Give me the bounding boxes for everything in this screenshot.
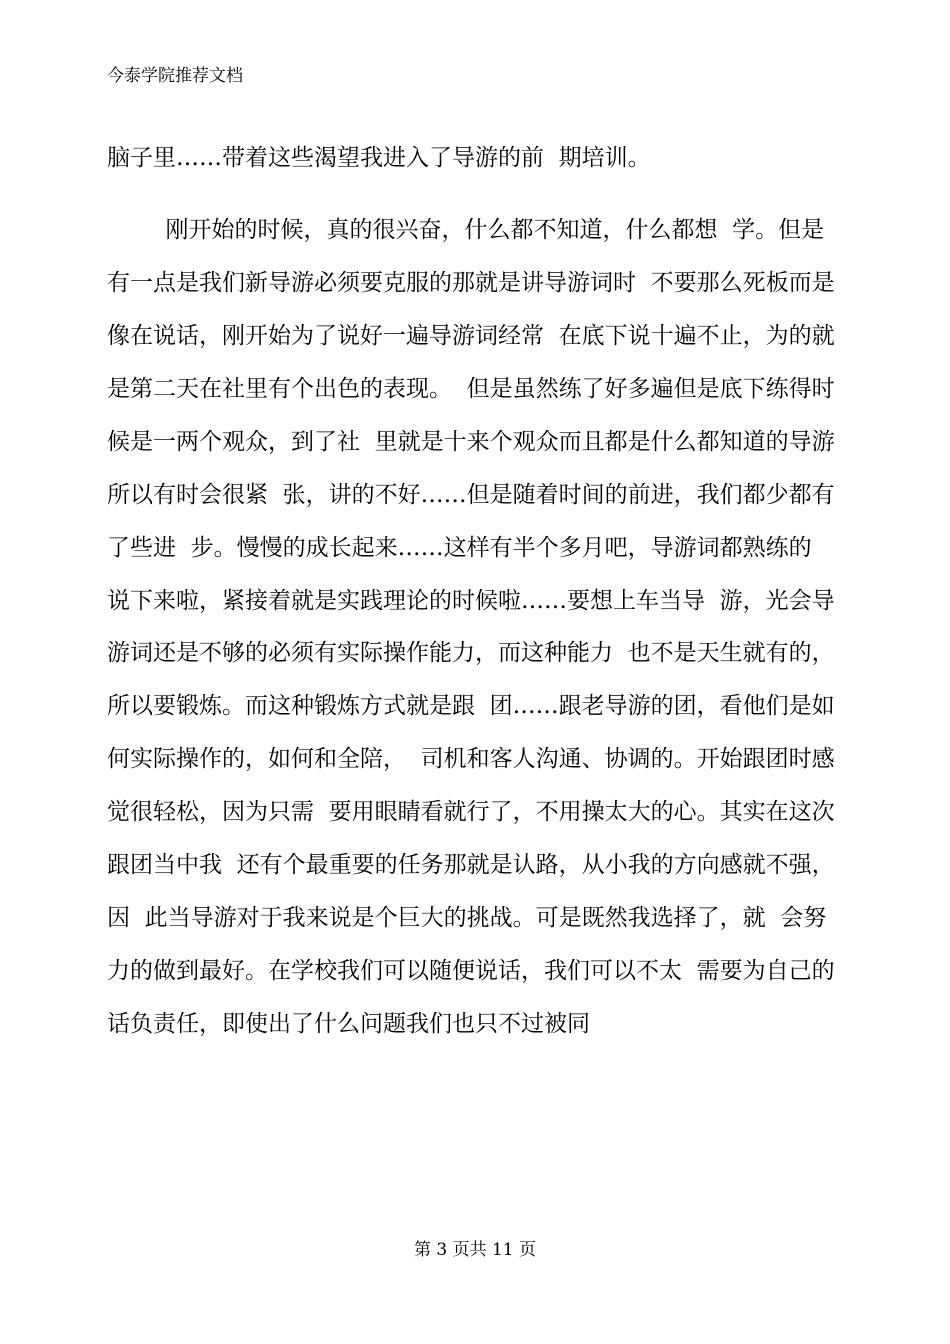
body-line: 刚开始的时候，真的很兴奋，什么都不知道，什么都想 学。但是 xyxy=(107,217,825,243)
body-line: 说下来啦，紧接着就是实践理论的时候啦……要想上车当导 游，光会导 xyxy=(107,588,835,614)
body-line: 有一点是我们新导游必须要克服的那就是讲导游词时 不要那么死板而是 xyxy=(107,270,835,296)
body-line: 所以要锻炼。而这种锻炼方式就是跟 团……跟老导游的团，看他们是如 xyxy=(107,693,835,719)
body-line: 候是一两个观众，到了社 里就是十来个观众而且都是什么都知道的导游 xyxy=(107,429,835,455)
body-line: 像在说话，刚开始为了说好一遍导游词经常 在底下说十遍不止，为的就 xyxy=(107,323,835,349)
body-line: 觉很轻松，因为只需 要用眼睛看就行了，不用操太大的心。其实在这次 xyxy=(107,799,835,825)
body-line: 跟团当中我 还有个最重要的任务那就是认路，从小我的方向感就不强， xyxy=(107,852,835,878)
body-line: 因 此当导游对于我来说是个巨大的挑战。可是既然我选择了，就 会努 xyxy=(107,905,827,931)
body-line: 力的做到最好。在学校我们可以随便说话，我们可以不太 需要为自己的 xyxy=(107,958,835,984)
body-line: 游词还是不够的必须有实际操作能力，而这种能力 也不是天生就有的， xyxy=(107,640,835,666)
body-line: 脑子里……带着这些渴望我进入了导游的前 期培训。 xyxy=(107,145,651,171)
body-line: 是第二天在社里有个出色的表现。 但是虽然练了好多遍但是底下练得时 xyxy=(107,376,835,402)
page-number: 第 3 页共 11 页 xyxy=(413,1240,537,1260)
body-line: 了些进 步。慢慢的成长起来……这样有半个多月吧，导游词都熟练的 xyxy=(107,535,812,561)
body-line: 所以有时会很紧 张，讲的不好……但是随着时间的前进，我们都少都有 xyxy=(107,482,835,508)
body-line: 何实际操作的，如何和全陪， 司机和客人沟通、协调的。开始跟团时感 xyxy=(107,746,835,772)
page-header: 今泰学院推荐文档 xyxy=(107,66,243,86)
body-line: 话负责任，即使出了什么问题我们也只不过被同 xyxy=(107,1011,590,1037)
